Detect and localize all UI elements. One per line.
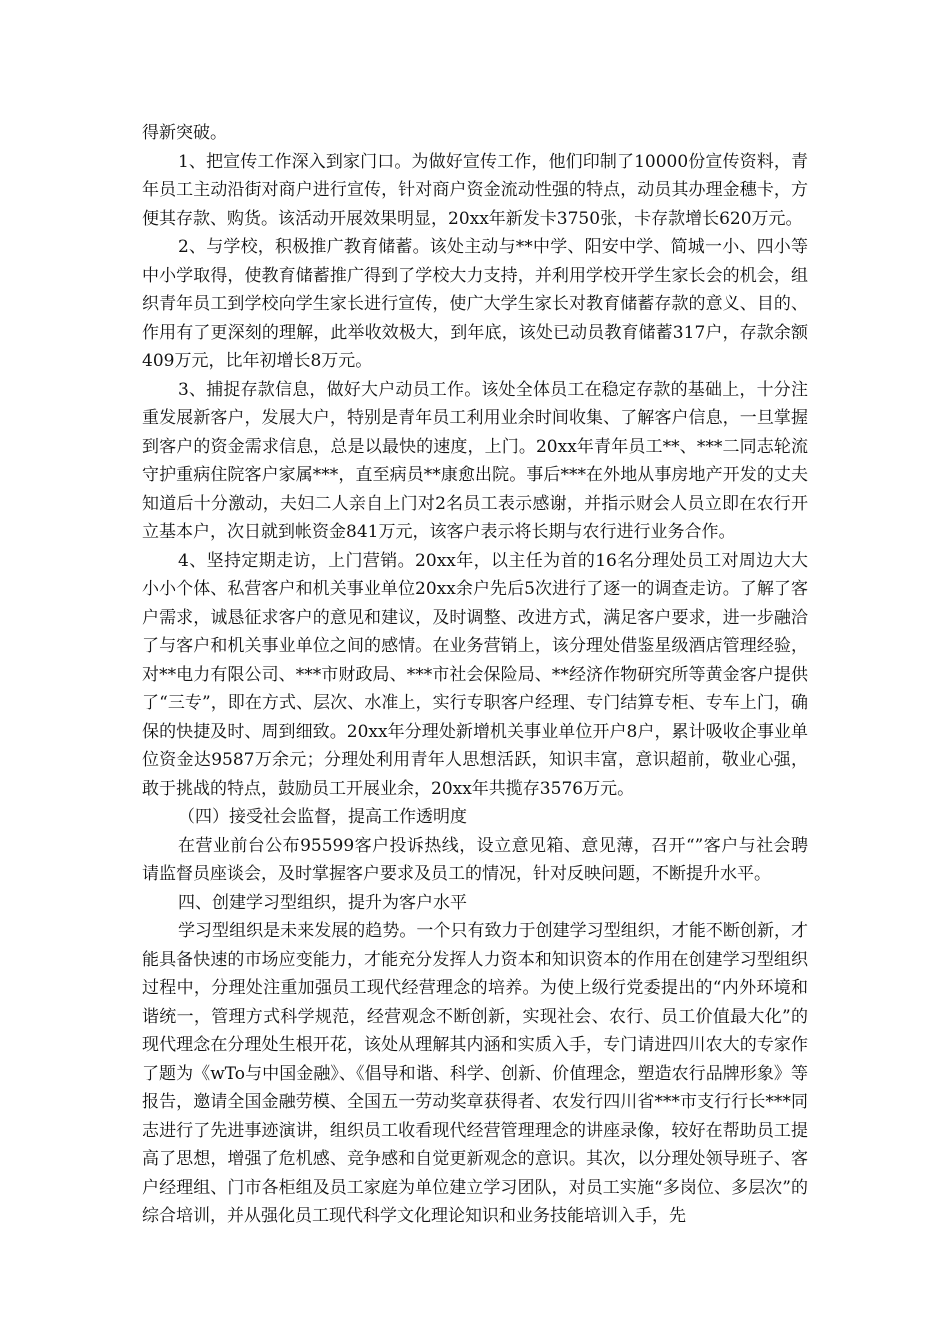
paragraph-regular-visits: 4、坚持定期走访，上门营销。20xx年，以主任为首的16名分理处员工对周边大大小小个体、私营客户和机关事业单位20xx余户先后5次进行了逐一的调查走访。了解了客户需求，诚恳征求客户的意见和建议，及时调整、改进方式，满足客户要求，进一步融洽了与客户和机关事业单位之间的感情。在业务营销上，该分理处借鉴星级酒店管理经验，对**电力有限公司、***市财政局、***市社会保险局、**经济作物研究所等黄金客户提供了“三专”，即在方式、层次、水准上，实行专职客户经理、专门结算专柜、专车上门，确保的快捷及时、周到细致。20xx年分理处新增机关事业单位开户8户，累计吸收企事业单位资金达9587万余元；分理处利用青年人思想活跃，知识丰富，意识超前，敬业心强，敢于挑战的特点，鼓励员工开展业余，20xx年共揽存3576万元。 [142,550,808,799]
paragraph-continuation: 得新突破。 [142,123,227,143]
paragraph-complaint-hotline: 在营业前台公布95599客户投诉热线，设立意见箱、意见薄，召开“”客户与社会聘请监督员座谈会，及时掌握客户要求及员工的情况，针对反映问题，不断提升水平。 [142,835,808,884]
section-heading-learning-org: 四、创建学习型组织，提升为客户水平 [178,892,467,913]
paragraph-deposit-info: 3、捕捉存款信息，做好大户动员工作。该处全体员工在稳定存款的基础上，十分注重发展新客户，发展大户，特别是青年员工利用业余时间收集、了解客户信息，一旦掌握到客户的资金需求信息，总是以最快的速度，上门。20xx年青年员工**、***二同志轮流守护重病住院客户家属***，直至病员**康愈出院。事后***在外地从事房地产开发的丈夫知道后十分激动，夫妇二人亲自上门对2名员工表示感谢，并指示财会人员立即在农行开立基本户，次日就到帐资金841万元，该客户表示将长期与农行进行业务合作。 [142,379,808,542]
paragraph-school-savings: 2、与学校，积极推广教育储蓄。该处主动与**中学、阳安中学、简城一小、四小等中小学取得，使教育储蓄推广得到了学校大力支持，并利用学校开学生家长会的机会，组织青年员工到学校向学生家长进行宣传，使广大学生家长对教育储蓄存款的意义、目的、作用有了更深刻的理解，此举收效极大，到年底，该处已动员教育储蓄317户，存款余额409万元，比年初增长8万元。 [142,237,808,371]
document-body [142,119,808,1231]
paragraph-publicity: 1、把宣传工作深入到家门口。为做好宣传工作，他们印制了10000份宣传资料，青年员工主动沿街对商户进行宣传，针对商户资金流动性强的特点，动员其办理金穗卡，方便其存款、购货。该活动开展效果明显，20xx年新发卡3750张，卡存款增长620万元。 [142,151,808,229]
paragraph-learning-org: 学习型组织是未来发展的趋势。一个只有致力于创建学习型组织，才能不断创新，才能具备快速的市场应变能力，才能充分发挥人力资本和知识资本的作用在创建学习型组织过程中，分理处注重加强员工现代经营理念的培养。为使上级行党委提出的“内外环境和谐统一，管理方式科学规范，经营观念不断创新，实现社会、农行、员工价值最大化”的现代理念在分理处生根开花，该处从理解其内涵和实质入手，专门请进四川农大的专家作了题为《wTo与中国金融》、《倡导和谐、科学、创新、价值理念，塑造农行品牌形象》等报告，邀请全国金融劳模、全国五一劳动奖章获得者、农发行四川省***市支行行长***同志进行了先进事迹演讲，组织员工收看现代经营管理理念的讲座录像，较好在帮助员工提高了思想，增强了危机感、竞争感和自觉更新观念的意识。其次，以分理处领导班子、客户经理组、门市各柜组及员工家庭为单位建立学习团队，对员工实施“多岗位、多层次”的综合培训，并从强化员工现代科学文化理论知识和业务技能培训入手，先 [142,921,808,1226]
section-heading-supervision: （四）接受社会监督，提高工作透明度 [178,807,467,827]
